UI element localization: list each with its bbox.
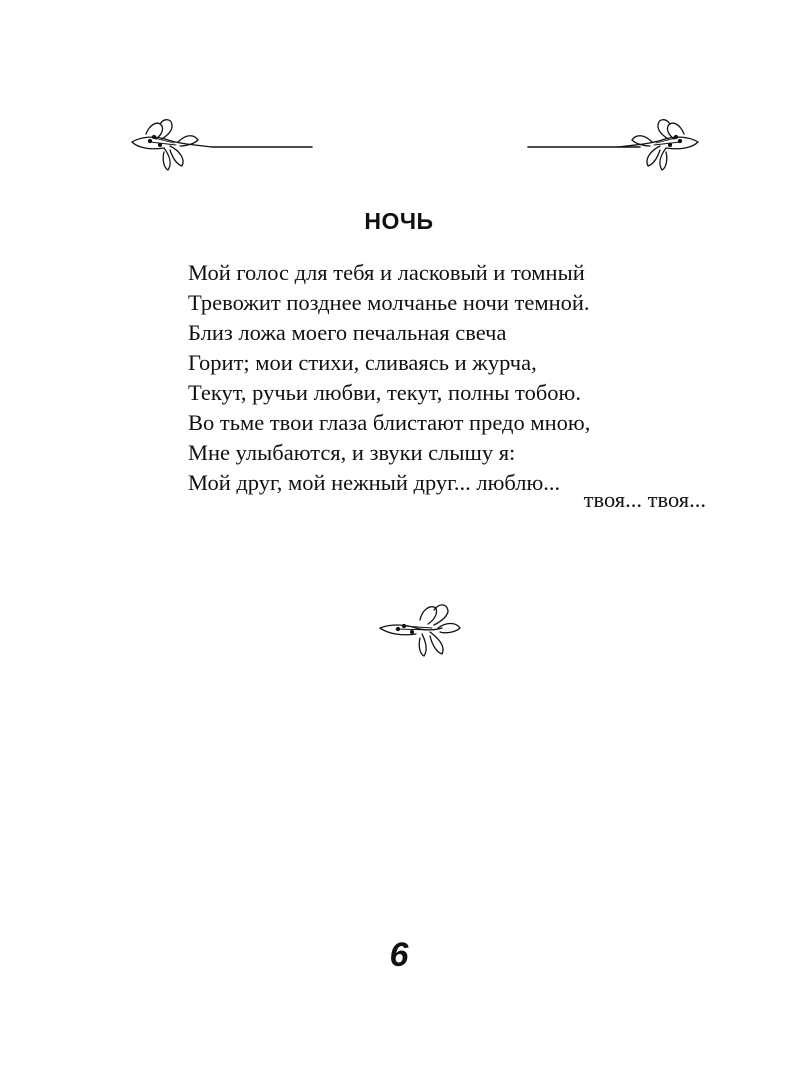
poem-line: Близ ложа моего печальная свеча xyxy=(188,320,507,345)
flower-icon xyxy=(376,598,466,660)
poem-text xyxy=(188,258,728,498)
poem-line: Горит; мои стихи, сливаясь и журча, xyxy=(188,350,537,375)
poem-line: Мне улыбаются, и звуки слышу я: xyxy=(188,440,516,465)
poem-closing-line: твоя... твоя... xyxy=(583,487,706,512)
poem-title: НОЧЬ xyxy=(364,208,434,234)
poem-line: Текут, ручьи любви, текут, полны тобою. xyxy=(188,380,581,405)
poem-line: Тревожит позднее молчанье ночи темной. xyxy=(188,290,590,315)
poem-line: Мой друг, мой нежный друг... люблю... xyxy=(188,470,561,495)
poem-line: Во тьме твои глаза блистают предо мною, xyxy=(188,410,591,435)
left-flower-icon xyxy=(132,120,212,170)
flower-divider-icon xyxy=(120,112,710,176)
page-number: 6 xyxy=(389,936,409,974)
right-flower-icon xyxy=(618,120,698,170)
poem-line: Мой голос для тебя и ласковый и томный xyxy=(188,260,585,285)
